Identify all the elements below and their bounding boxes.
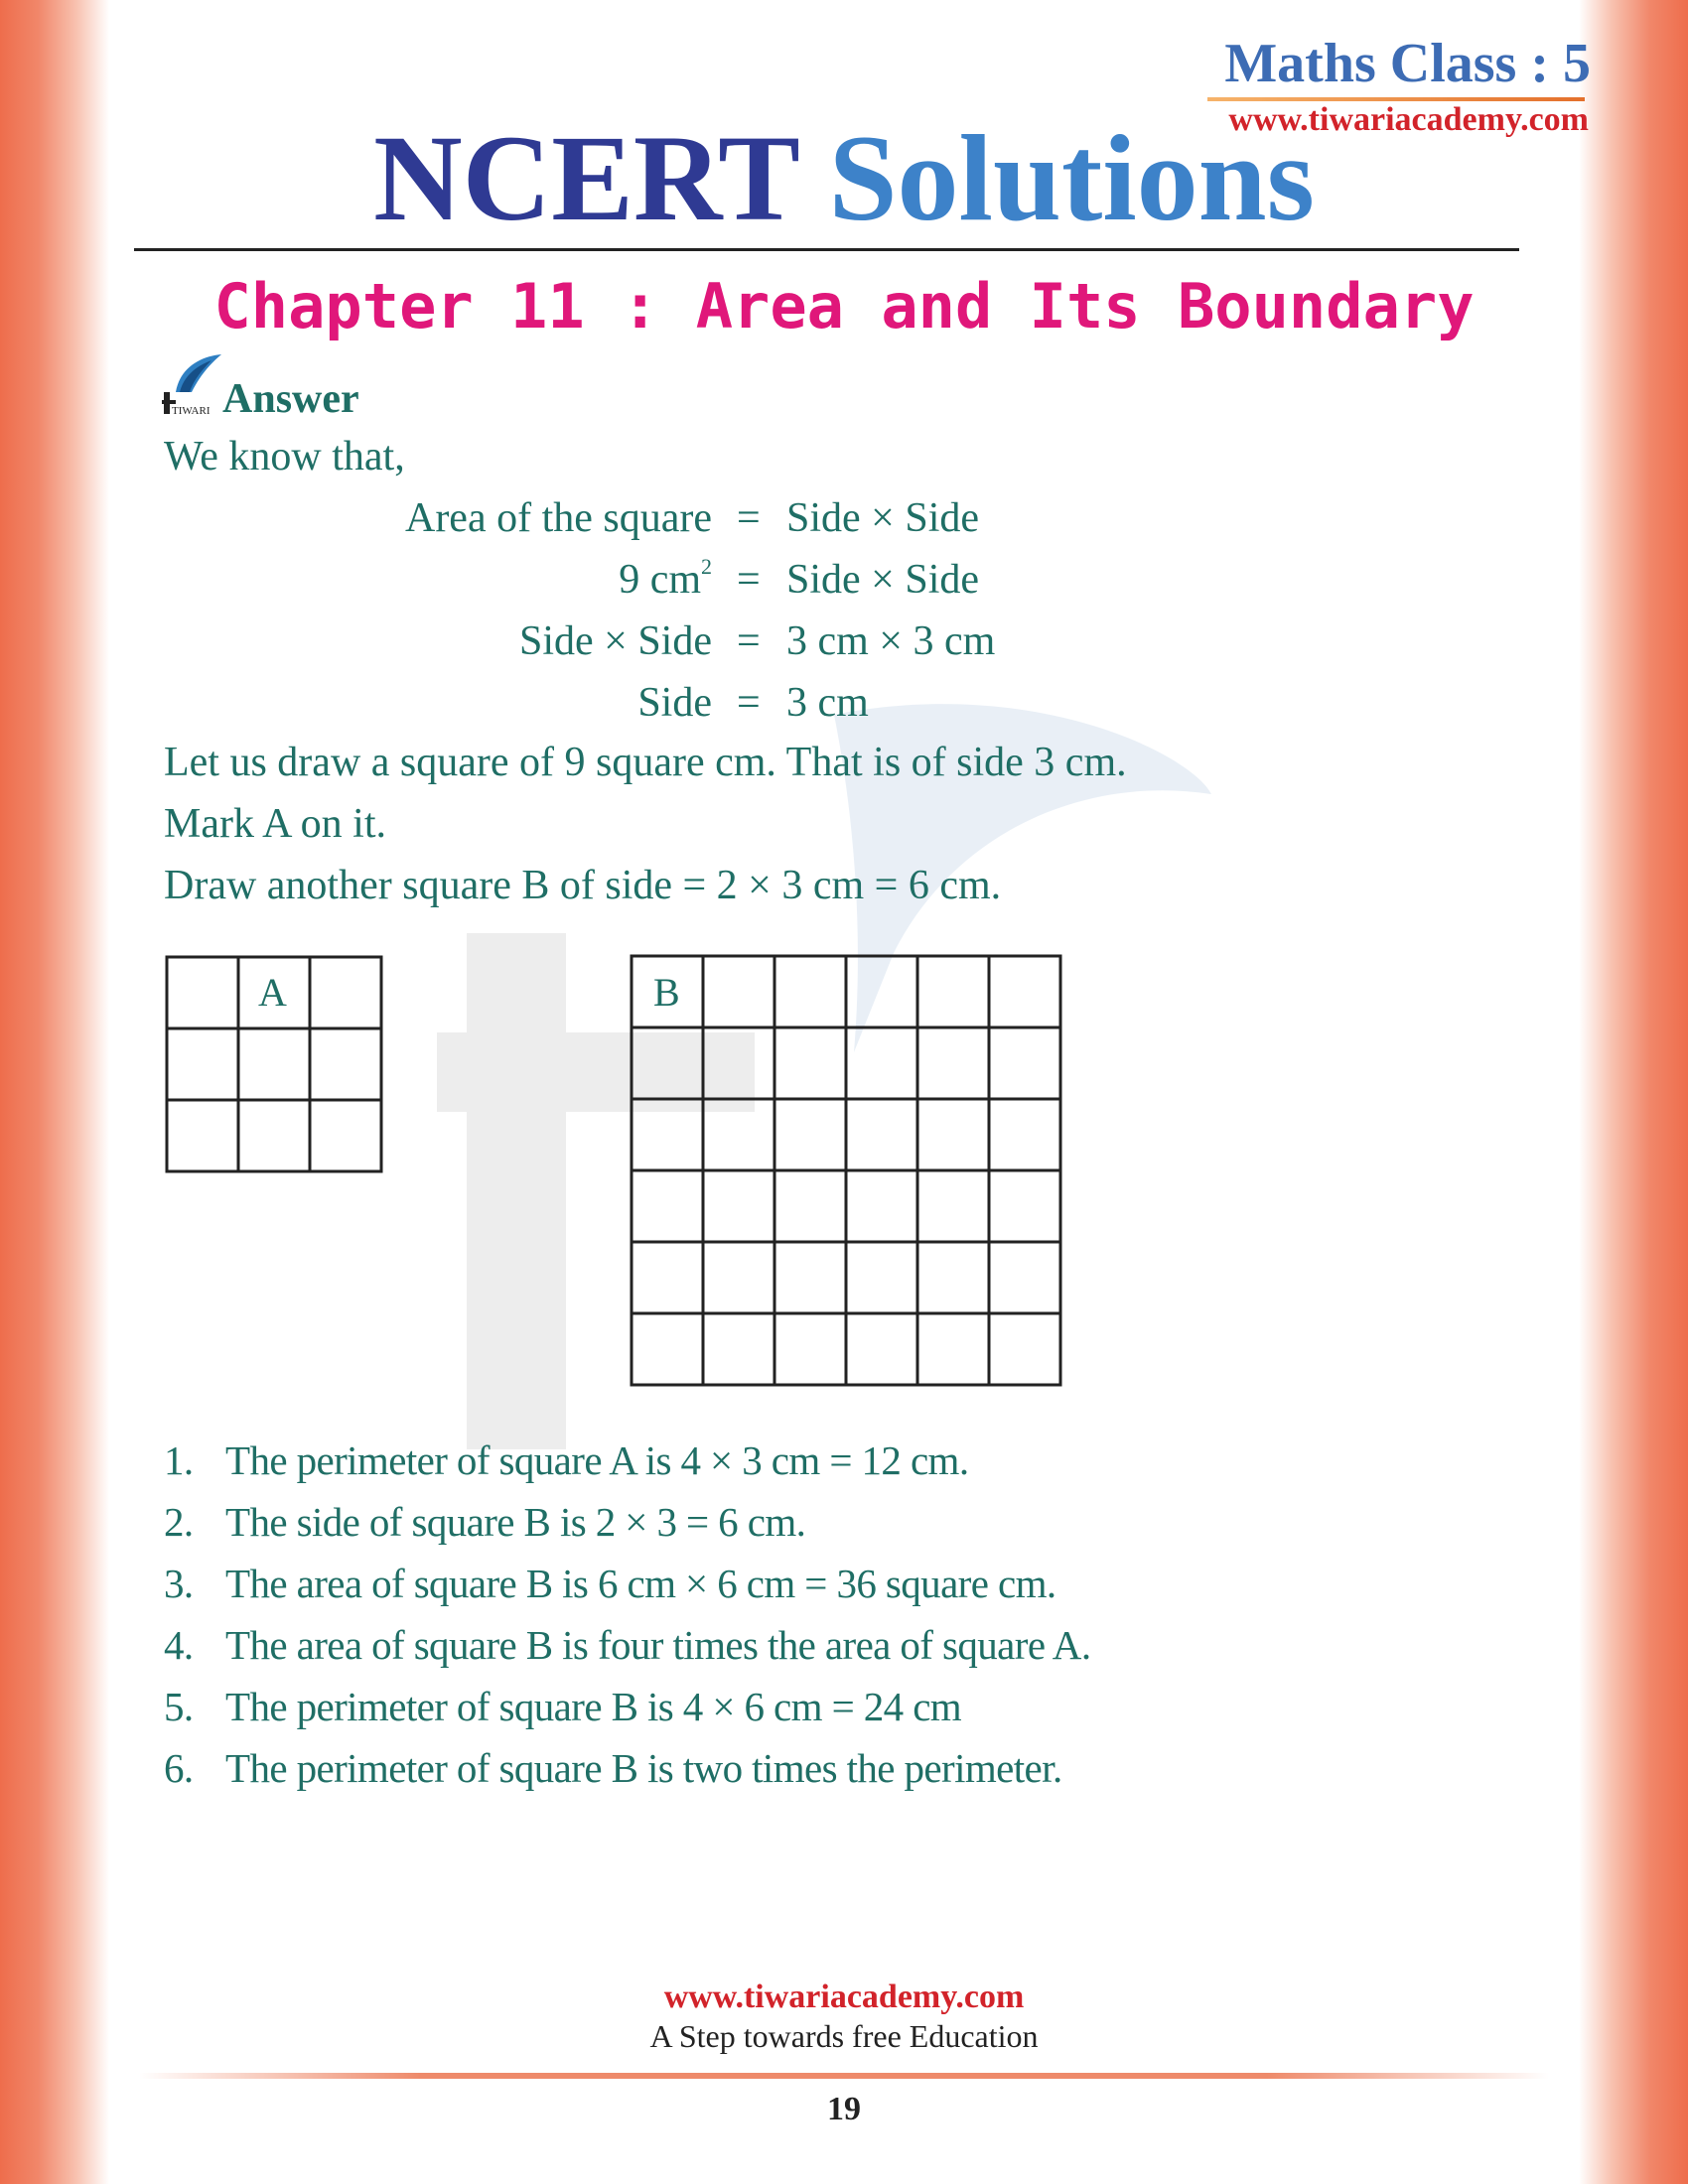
page-number: 19 [827, 2091, 861, 2127]
list-number: 4. [164, 1622, 194, 1668]
paragraph-text: Draw another square B of side = 2 × 3 cm = 6 cm. [164, 863, 1002, 908]
equation-rhs: 3 cm × 3 cm [786, 618, 996, 664]
list-text: The perimeter of square B is 4 × 6 cm = 24 cm [225, 1684, 962, 1729]
list-item [164, 1436, 968, 1484]
equals-sign: = [737, 680, 761, 726]
list-number: 5. [164, 1684, 194, 1729]
chapter-heading: Chapter 11 : Area and Its Boundary [213, 270, 1475, 342]
list-text: The side of square B is 2 × 3 = 6 cm. [225, 1499, 806, 1545]
title-part-ncert: NCERT [373, 110, 798, 246]
logo-text: TIWARI [172, 405, 211, 417]
answer-heading: Answer [222, 376, 359, 422]
square-b-grid [630, 954, 1064, 1389]
equals-sign: = [737, 557, 761, 603]
list-text: The area of square B is four times the area of square A. [225, 1622, 1091, 1668]
square-b-label: B [653, 970, 680, 1015]
footer-website-link[interactable]: www.tiwariacademy.com [663, 1979, 1025, 2015]
equation-lhs: Side [637, 680, 712, 726]
equation-lhs-base: 9 cm [619, 557, 701, 603]
subject-label: Maths Class : 5 [1224, 33, 1591, 94]
feather-quill-icon [162, 352, 223, 420]
list-item [164, 1498, 805, 1546]
paragraph-text: Mark A on it. [164, 801, 387, 847]
square-a-label: A [258, 970, 287, 1015]
equation-row [0, 556, 1688, 615]
list-text: The area of square B is 6 cm × 6 cm = 36 square cm. [225, 1561, 1056, 1606]
equation-rhs: 3 cm [786, 680, 869, 726]
list-item [164, 1683, 961, 1730]
equation-row [0, 617, 1688, 677]
title-divider [134, 248, 1519, 251]
footer-divider [139, 2073, 1549, 2079]
intro-text: We know that, [164, 434, 405, 479]
list-number: 2. [164, 1499, 194, 1545]
equation-rhs: Side × Side [786, 495, 980, 541]
list-number: 3. [164, 1561, 194, 1606]
equation-lhs: Side × Side [518, 618, 712, 664]
list-text: The perimeter of square A is 4 × 3 cm = 12 cm. [225, 1437, 969, 1483]
page-title [0, 110, 1688, 246]
superscript-exponent: 2 [701, 554, 712, 579]
footer-tagline: A Step towards free Education [649, 2018, 1039, 2054]
equals-sign: = [737, 495, 761, 541]
list-number: 1. [164, 1437, 194, 1483]
header-website-link[interactable]: www.tiwariacademy.com [1228, 101, 1589, 138]
list-text: The perimeter of square B is two times the perimeter. [225, 1745, 1062, 1791]
list-item [164, 1744, 1062, 1792]
equation-lhs [619, 556, 712, 604]
equation-row [0, 679, 1688, 739]
list-item [164, 1560, 1056, 1607]
list-number: 6. [164, 1745, 194, 1791]
list-item [164, 1621, 1090, 1669]
equation-lhs: Area of the square [404, 495, 712, 541]
equation-rhs: Side × Side [786, 557, 980, 603]
title-part-solutions: Solutions [828, 110, 1315, 246]
equation-row [0, 494, 1688, 554]
equals-sign: = [737, 618, 761, 664]
paragraph-text: Let us draw a square of 9 square cm. That is of side 3 cm. [164, 740, 1127, 785]
